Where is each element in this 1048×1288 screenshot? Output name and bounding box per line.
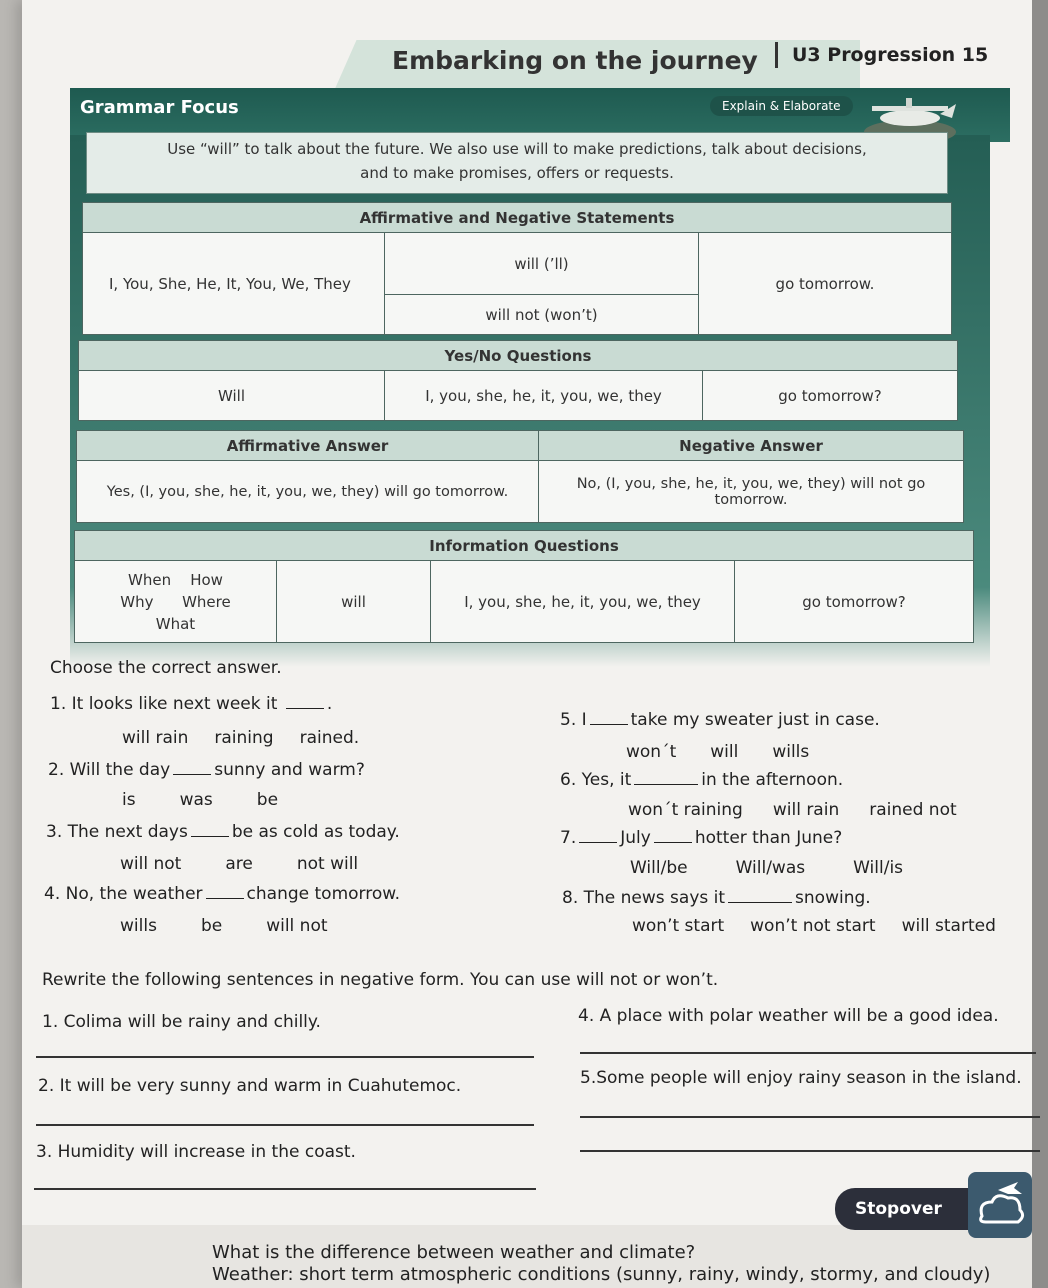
question-5-options bbox=[626, 742, 809, 762]
rewrite-sentence-5: 5.Some people will enjoy rainy season in the island. bbox=[580, 1068, 1022, 1088]
option[interactable]: wills bbox=[772, 742, 810, 762]
yes-no-aux: Will bbox=[79, 371, 385, 421]
yes-no-subjects: I, you, she, he, it, you, we, they bbox=[385, 371, 703, 421]
answer-line-3[interactable] bbox=[34, 1188, 536, 1190]
question-4-blank[interactable] bbox=[206, 885, 244, 899]
grammar-focus-label: Grammar Focus bbox=[80, 97, 239, 118]
wh-where: Where bbox=[182, 592, 231, 611]
statements-table bbox=[82, 202, 952, 335]
question-3-options bbox=[120, 854, 358, 874]
negative-answer-header: Negative Answer bbox=[539, 431, 964, 461]
bottom-cut-line: Weather: short term atmospheric conditions (sunny, rainy, windy, stormy, and cloudy) bbox=[212, 1264, 991, 1285]
question-8 bbox=[562, 888, 871, 908]
question-2-end: sunny and warm? bbox=[214, 760, 365, 780]
question-7-blank-2[interactable] bbox=[654, 829, 692, 843]
question-1-blank[interactable] bbox=[286, 695, 324, 709]
information-header: Information Questions bbox=[75, 531, 974, 561]
rewrite-sentence-2: 2. It will be very sunny and warm in Cuahutemoc. bbox=[38, 1076, 462, 1096]
wh-what: What bbox=[155, 614, 196, 633]
information-verb: go tomorrow? bbox=[735, 561, 974, 643]
answer-line-6[interactable] bbox=[580, 1150, 1040, 1152]
question-5-end: take my sweater just in case. bbox=[630, 710, 880, 730]
question-6 bbox=[560, 770, 843, 790]
question-1-end: . bbox=[326, 694, 333, 714]
progression-label: U3 Progression 15 bbox=[775, 42, 988, 68]
option[interactable]: will not bbox=[266, 916, 328, 936]
question-4-end: change tomorrow. bbox=[246, 884, 400, 904]
option[interactable]: Will/be bbox=[630, 858, 688, 878]
statements-verb: go tomorrow. bbox=[699, 233, 952, 335]
exercise-1-instruction: Choose the correct answer. bbox=[50, 658, 282, 678]
rewrite-sentence-3: 3. Humidity will increase in the coast. bbox=[36, 1142, 356, 1162]
question-7-blank-1[interactable] bbox=[579, 829, 617, 843]
option[interactable]: will rain bbox=[772, 800, 840, 820]
option[interactable]: will not bbox=[120, 854, 182, 874]
question-8-options bbox=[632, 916, 996, 936]
option[interactable]: are bbox=[225, 854, 253, 874]
question-3-blank[interactable] bbox=[191, 823, 229, 837]
option[interactable]: raining bbox=[214, 728, 274, 748]
question-7-end: hotter than June? bbox=[694, 828, 843, 848]
question-4-options bbox=[120, 916, 328, 936]
option[interactable]: Will/was bbox=[735, 858, 806, 878]
wh-words bbox=[75, 561, 277, 643]
question-8-end: snowing. bbox=[795, 888, 871, 908]
option[interactable]: won’t start bbox=[632, 916, 725, 936]
exercise-2-instruction: Rewrite the following sentences in negative form. You can use will not or won’t. bbox=[42, 970, 719, 990]
question-4 bbox=[44, 884, 400, 904]
option[interactable]: rained. bbox=[299, 728, 360, 748]
plane-cloud-icon bbox=[968, 1172, 1032, 1238]
option[interactable]: won´t bbox=[626, 742, 677, 762]
question-8-blank[interactable] bbox=[728, 889, 792, 903]
question-4-stem: 4. No, the weather bbox=[44, 884, 203, 904]
question-6-end: in the afternoon. bbox=[701, 770, 844, 790]
intro-line-2: and to make promises, offers or requests. bbox=[360, 164, 674, 182]
option[interactable]: will rain bbox=[122, 728, 189, 748]
option[interactable]: rained not bbox=[869, 800, 957, 820]
option[interactable]: not will bbox=[296, 854, 359, 874]
affirmative-answer: Yes, (I, you, she, he, it, you, we, they) will go tomorrow. bbox=[77, 461, 539, 523]
option[interactable]: is bbox=[122, 790, 136, 810]
stopover-icon bbox=[968, 1172, 1032, 1238]
question-5-blank[interactable] bbox=[590, 711, 628, 725]
affirmative-answer-header: Affirmative Answer bbox=[77, 431, 539, 461]
answers-table bbox=[76, 430, 964, 523]
negative-answer-line-2: tomorrow. bbox=[714, 491, 788, 508]
negative-answer-line-1: No, (I, you, she, he, it, you, we, they) will not go bbox=[576, 475, 926, 492]
yes-no-table bbox=[78, 340, 958, 421]
grammar-intro bbox=[86, 132, 948, 194]
stopover-label: Stopover bbox=[835, 1188, 975, 1230]
question-8-stem: 8. The news says it bbox=[562, 888, 726, 908]
question-7-options bbox=[630, 858, 903, 878]
question-5 bbox=[560, 710, 880, 730]
question-2-stem: 2. Will the day bbox=[48, 760, 171, 780]
yes-no-verb: go tomorrow? bbox=[703, 371, 958, 421]
option[interactable]: Will/is bbox=[853, 858, 904, 878]
page-title: Embarking on the journey bbox=[392, 46, 758, 75]
statements-header: Affirmative and Negative Statements bbox=[83, 203, 952, 233]
intro-line-1: Use “will” to talk about the future. We also use will to make predictions, talk about decisions, bbox=[167, 140, 867, 158]
option[interactable]: be bbox=[200, 916, 223, 936]
rewrite-sentence-1: 1. Colima will be rainy and chilly. bbox=[42, 1012, 321, 1032]
option[interactable]: will started bbox=[901, 916, 996, 936]
page-binding bbox=[0, 0, 22, 1288]
question-5-stem: 5. I bbox=[560, 710, 587, 730]
answer-line-4[interactable] bbox=[580, 1052, 1036, 1054]
negative-answer bbox=[539, 461, 964, 523]
question-3-stem: 3. The next days bbox=[46, 822, 188, 842]
question-7 bbox=[560, 828, 842, 848]
option[interactable]: was bbox=[179, 790, 213, 810]
answer-line-2[interactable] bbox=[36, 1124, 534, 1126]
wh-how: How bbox=[190, 570, 223, 589]
option[interactable]: will bbox=[710, 742, 739, 762]
answer-line-1[interactable] bbox=[36, 1056, 534, 1058]
question-1 bbox=[50, 694, 332, 714]
wh-why: Why bbox=[120, 592, 154, 611]
rewrite-sentence-4: 4. A place with polar weather will be a good idea. bbox=[578, 1006, 999, 1026]
option[interactable]: won’t not start bbox=[750, 916, 876, 936]
question-6-stem: 6. Yes, it bbox=[560, 770, 632, 790]
question-1-options bbox=[122, 728, 359, 748]
statements-will-not: will not (won’t) bbox=[385, 295, 699, 335]
wh-when: When bbox=[128, 570, 172, 589]
question-6-options bbox=[628, 800, 957, 820]
question-7-stem: 7. bbox=[560, 828, 577, 848]
option[interactable]: be bbox=[256, 790, 279, 810]
question-2-options bbox=[122, 790, 278, 810]
option[interactable]: wills bbox=[120, 916, 157, 936]
information-will: will bbox=[277, 561, 431, 643]
information-subjects: I, you, she, he, it, you, we, they bbox=[431, 561, 735, 643]
option[interactable]: won´t raining bbox=[628, 800, 743, 820]
question-3 bbox=[46, 822, 400, 842]
question-1-stem: 1. It looks like next week it bbox=[50, 694, 278, 714]
explain-elaborate-badge: Explain & Elaborate bbox=[710, 96, 853, 116]
question-2 bbox=[48, 760, 365, 780]
statements-subjects: I, You, She, He, It, You, We, They bbox=[83, 233, 385, 335]
question-6-blank[interactable] bbox=[634, 771, 698, 785]
question-2-blank[interactable] bbox=[173, 761, 211, 775]
bottom-question: What is the difference between weather and climate? bbox=[212, 1242, 696, 1263]
page-edge bbox=[1032, 0, 1048, 1288]
yes-no-header: Yes/No Questions bbox=[79, 341, 958, 371]
question-3-end: be as cold as today. bbox=[231, 822, 400, 842]
question-7-middle: July bbox=[620, 828, 651, 848]
answer-line-5[interactable] bbox=[580, 1116, 1040, 1118]
information-questions-table bbox=[74, 530, 974, 643]
statements-will: will (’ll) bbox=[385, 233, 699, 295]
